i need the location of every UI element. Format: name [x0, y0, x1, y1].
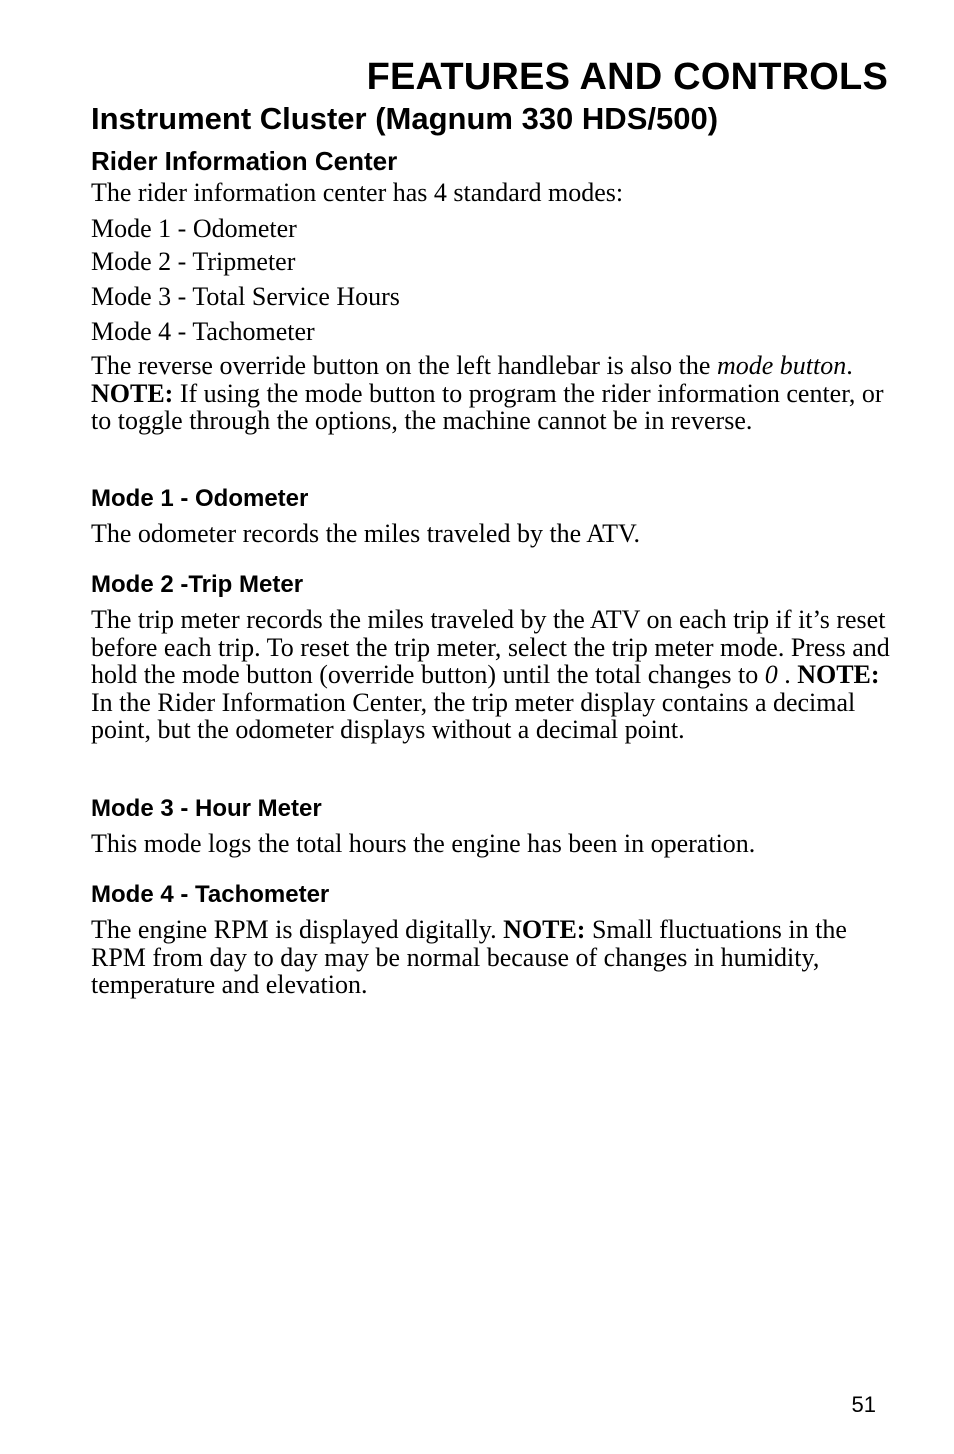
mode3-body: This mode logs the total hours the engine has been in operation. [91, 829, 756, 858]
mode2-text: . [777, 660, 798, 689]
override-text: The reverse override button on the left handlebar is also the [91, 351, 717, 380]
mode-list-item: Mode 2 - Tripmeter [91, 247, 296, 276]
mode-list-item: Mode 3 - Total Service Hours [91, 282, 400, 311]
chapter-title: Instrument Cluster (Magnum 330 HDS/500) [91, 101, 719, 136]
note-label: NOTE: [91, 378, 174, 408]
mode-list-item: Mode 4 - Tachometer [91, 317, 315, 346]
override-paragraph [91, 352, 891, 435]
mode1-body: The odometer records the miles traveled by the ATV. [91, 519, 640, 548]
note-label: NOTE: [503, 915, 586, 944]
override-text: If using the mode button to program the rider information center, or to toggle through the options, the machine cannot be in reverse. [91, 378, 884, 435]
mode4-paragraph [91, 916, 891, 999]
mode2-heading: Mode 2 -Trip Meter [91, 571, 304, 598]
mode1-heading: Mode 1 - Odometer [91, 485, 309, 512]
mode2-text: The trip meter records the miles traveled by the ATV on each trip if it’s reset before each trip. To reset the trip meter, select the trip meter mode. Press and hold the mode button (override button) until the total changes to [91, 605, 890, 689]
override-text: . [846, 351, 853, 380]
page-number: 51 [851, 1392, 876, 1417]
override-emphasis: mode button [716, 351, 847, 380]
intro-lead: The rider information center has 4 standard modes: [91, 178, 624, 207]
subsection-title: Rider Information Center [91, 146, 398, 176]
mode2-text: In the Rider Information Center, the trip meter display contains a decimal point, but the odometer displays without a decimal point. [91, 687, 856, 744]
mode4-text: Small fluctuations in the RPM from day to day may be normal because of changes in humidity, temperature and elevation. [91, 915, 847, 999]
mode2-emphasis: 0 [764, 660, 778, 689]
mode4-text: The engine RPM is displayed digitally. [91, 915, 504, 944]
note-label: NOTE: [797, 660, 880, 689]
mode4-heading: Mode 4 - Tachometer [91, 881, 330, 908]
section-title: FEATURES AND CONTROLS [366, 56, 888, 98]
mode2-paragraph [91, 606, 891, 744]
mode-list-item: Mode 1 - Odometer [91, 214, 297, 243]
mode3-heading: Mode 3 - Hour Meter [91, 795, 322, 822]
